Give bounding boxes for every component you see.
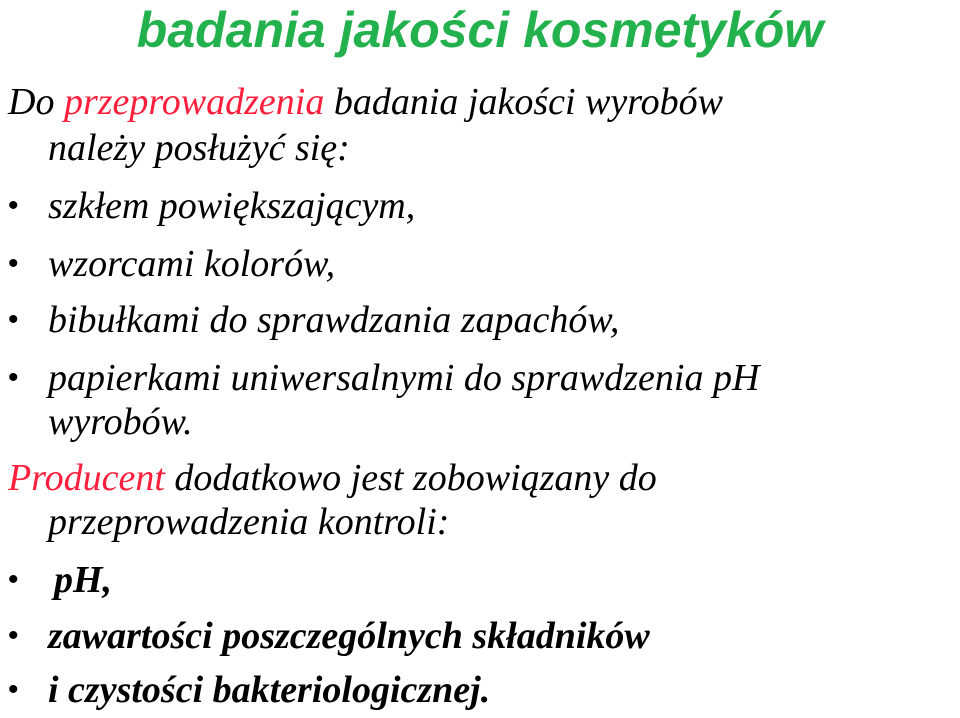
tool-item-ph-paper: papierkami uniwersalnymi do sprawdzenia pH bbox=[48, 357, 760, 399]
intro-prefix: Do bbox=[8, 81, 64, 123]
bullet-marker: • bbox=[8, 303, 19, 336]
slide-title: badania jakości kosmetyków bbox=[136, 2, 824, 58]
control-item-bacteriological: i czystości bakteriologicznej. bbox=[48, 669, 491, 711]
bullet-marker: • bbox=[8, 361, 19, 394]
control-item-ph: pH, bbox=[54, 559, 113, 601]
intro-line-2: należy posłużyć się: bbox=[48, 127, 350, 169]
tool-item-scent-strips: bibułkami do sprawdzania zapachów, bbox=[48, 299, 620, 341]
producer-highlight: Producent bbox=[8, 457, 165, 499]
bullet-marker: • bbox=[8, 189, 19, 222]
bullet-marker: • bbox=[8, 619, 19, 652]
control-item-ingredients: zawartości poszczególnych składników bbox=[48, 615, 650, 657]
intro-rest: badania jakości wyrobów bbox=[324, 81, 723, 123]
intro-highlight: przeprowadzenia bbox=[63, 81, 325, 123]
bullet-marker: • bbox=[8, 563, 19, 596]
bullet-marker: • bbox=[8, 673, 19, 706]
producer-rest: dodatkowo jest zobowiązany do bbox=[164, 457, 657, 499]
producer-line-1 bbox=[8, 456, 657, 500]
bullet-marker: • bbox=[8, 247, 19, 280]
tool-item-magnifier: szkłem powiększającym, bbox=[48, 185, 416, 227]
tool-item-color-patterns: wzorcami kolorów, bbox=[48, 243, 336, 285]
producer-line-2: przeprowadzenia kontroli: bbox=[48, 501, 450, 543]
tool-item-ph-paper-continuation: wyrobów. bbox=[48, 401, 193, 443]
intro-line-1 bbox=[8, 80, 723, 124]
